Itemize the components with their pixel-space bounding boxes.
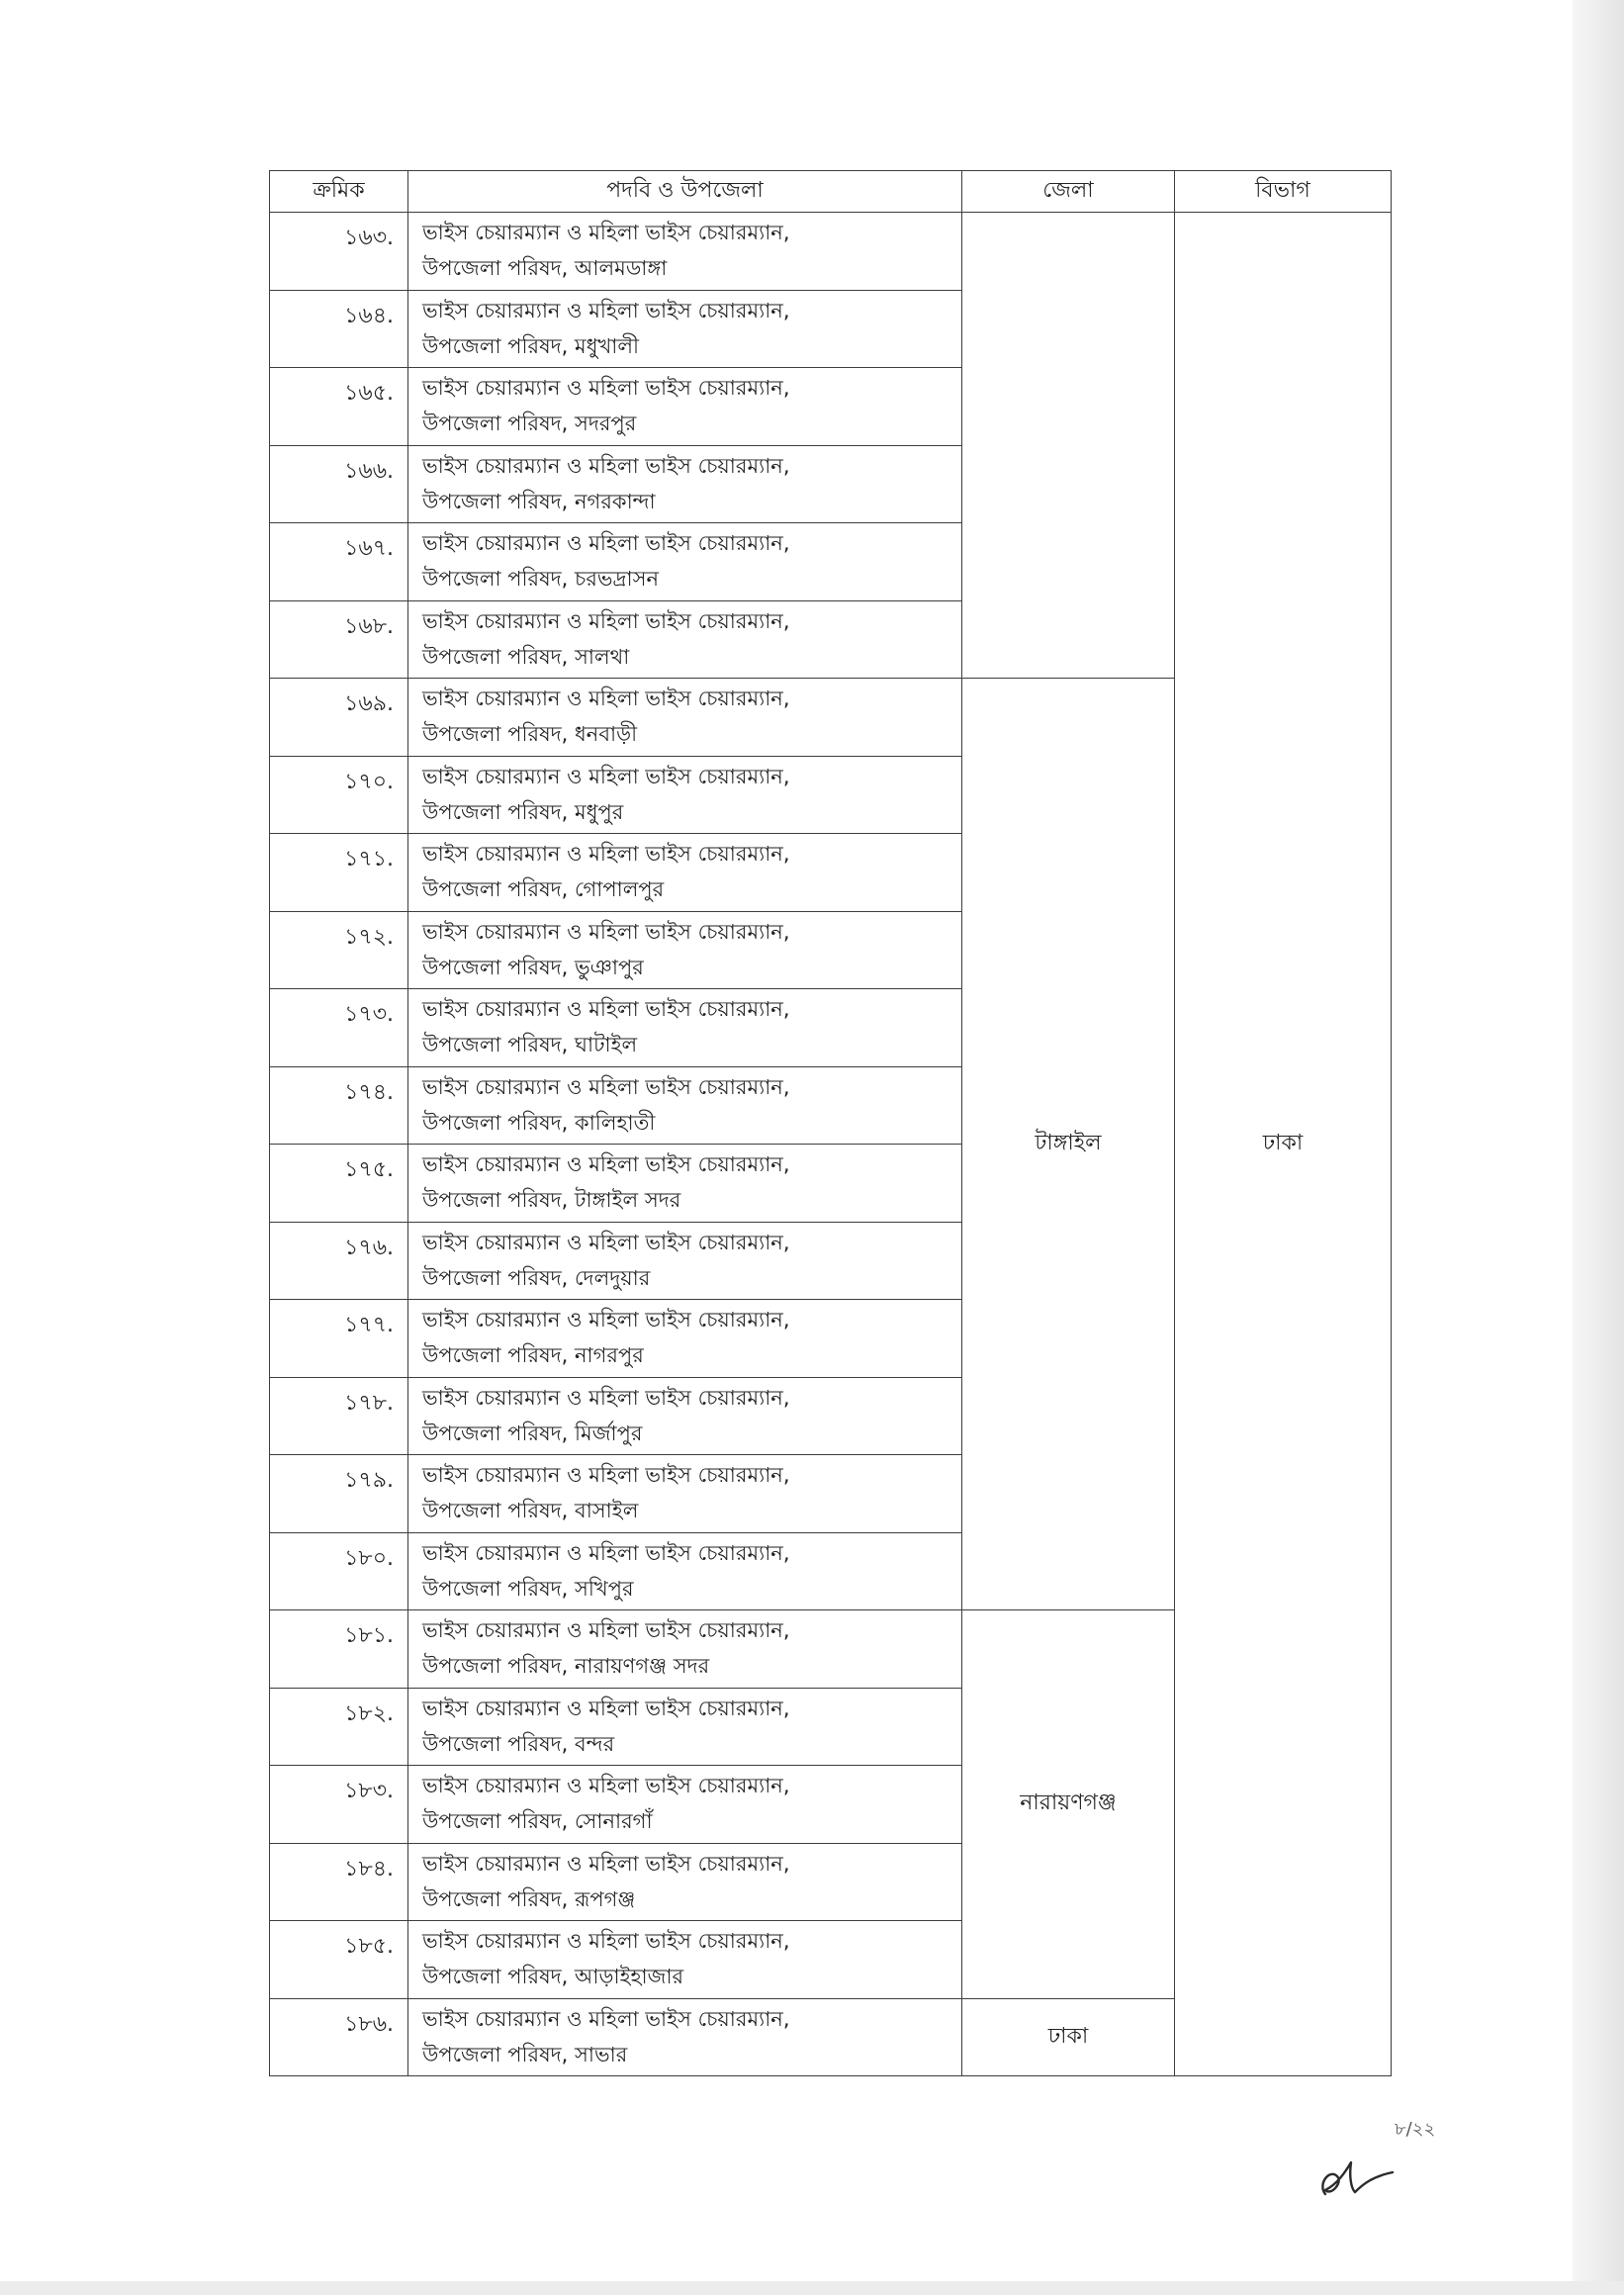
serial-cell: ১৬৫.: [270, 368, 408, 446]
post-title-line: ভাইস চেয়ারম্যান ও মহিলা ভাইস চেয়ারম্যান,: [422, 1074, 790, 1099]
serial-cell: ১৭০.: [270, 756, 408, 834]
post-upazila-cell: [408, 679, 962, 757]
upazila-line: উপজেলা পরিষদ, ধনবাড়ী: [422, 722, 638, 746]
post-title-line: ভাইস চেয়ারম্যান ও মহিলা ভাইস চেয়ারম্যান,: [422, 221, 790, 244]
post-upazila-cell: [408, 445, 962, 523]
serial-cell: ১৭২.: [270, 911, 408, 989]
serial-cell: ১৬৬.: [270, 445, 408, 523]
post-upazila-cell: [408, 989, 962, 1067]
post-upazila-cell: [408, 911, 962, 989]
division-cell: ঢাকা: [1175, 213, 1392, 2076]
serial-cell: ১৭৭.: [270, 1300, 408, 1378]
scan-bottom-edge: [0, 2281, 1624, 2295]
upazila-line: উপজেলা পরিষদ, আড়াইহাজার: [422, 1965, 684, 1988]
upazila-line: উপজেলা পরিষদ, মধুখালী: [422, 333, 639, 358]
post-upazila-cell: [408, 756, 962, 834]
post-upazila-cell: [408, 1066, 962, 1145]
post-title-line: ভাইস চেয়ারম্যান ও মহিলা ভাইস চেয়ারম্যান,: [422, 1851, 790, 1876]
upazila-line: উপজেলা পরিষদ, আলমডাঙ্গা: [422, 256, 668, 280]
serial-cell: ১৮৩.: [270, 1766, 408, 1844]
serial-cell: ১৬৭.: [270, 523, 408, 601]
post-upazila-cell: [408, 1532, 962, 1610]
post-title-line: ভাইস চেয়ারম্যান ও মহিলা ভাইস চেয়ারম্যান,: [422, 1385, 790, 1410]
post-title-line: ভাইস চেয়ারম্যান ও মহিলা ভাইস চেয়ারম্যান,: [422, 1230, 790, 1254]
serial-cell: ১৭৪.: [270, 1066, 408, 1145]
scan-page-edge: [1573, 0, 1624, 2295]
post-title-line: ভাইস চেয়ারম্যান ও মহিলা ভাইস চেয়ারম্যান,: [422, 376, 790, 400]
upazila-line: উপজেলা পরিষদ, গোপালপুর: [422, 877, 665, 901]
serial-cell: ১৭৮.: [270, 1377, 408, 1455]
table-row: [270, 213, 1392, 291]
upazila-line: উপজেলা পরিষদ, নারায়ণগঞ্জ সদর: [422, 1654, 710, 1678]
post-title-line: ভাইস চেয়ারম্যান ও মহিলা ভাইস চেয়ারম্যান,: [422, 687, 790, 710]
post-title-line: ভাইস চেয়ারম্যান ও মহিলা ভাইস চেয়ারম্যান,: [422, 1696, 790, 1720]
post-upazila-cell: [408, 600, 962, 679]
post-upazila-cell: [408, 1455, 962, 1533]
upazila-line: উপজেলা পরিষদ, দেলদুয়ার: [422, 1265, 651, 1290]
serial-cell: ১৮৪.: [270, 1843, 408, 1921]
upazila-line: উপজেলা পরিষদ, মির্জাপুর: [422, 1421, 643, 1445]
upazila-line: উপজেলা পরিষদ, নগরকান্দা: [422, 489, 656, 513]
upazila-post-table: [269, 170, 1392, 2076]
serial-cell: ১৬৯.: [270, 679, 408, 757]
upazila-line: উপজেলা পরিষদ, ঘাটাইল: [422, 1033, 638, 1056]
district-cell: টাঙ্গাইল: [962, 679, 1175, 1610]
serial-cell: ১৭৬.: [270, 1222, 408, 1300]
upazila-line: উপজেলা পরিষদ, মধুপুর: [422, 799, 624, 824]
upazila-line: উপজেলা পরিষদ, সালথা: [422, 644, 630, 669]
serial-cell: ১৮০.: [270, 1532, 408, 1610]
upazila-line: উপজেলা পরিষদ, ভুঞাপুর: [422, 955, 644, 979]
post-upazila-cell: [408, 1843, 962, 1921]
post-upazila-cell: [408, 1145, 962, 1223]
post-upazila-cell: [408, 368, 962, 446]
post-upazila-cell: [408, 1377, 962, 1455]
serial-cell: ১৭৫.: [270, 1145, 408, 1223]
table-header-row: [270, 171, 1392, 213]
upazila-line: উপজেলা পরিষদ, সখিপুর: [422, 1576, 634, 1601]
post-title-line: ভাইস চেয়ারম্যান ও মহিলা ভাইস চেয়ারম্যান,: [422, 997, 790, 1021]
district-cell: নারায়ণগঞ্জ: [962, 1610, 1175, 1999]
table-body: [270, 213, 1392, 2076]
post-title-line: ভাইস চেয়ারম্যান ও মহিলা ভাইস চেয়ারম্যান,: [422, 608, 790, 633]
serial-cell: ১৮১.: [270, 1610, 408, 1689]
post-upazila-cell: [408, 834, 962, 912]
serial-cell: ১৭১.: [270, 834, 408, 912]
upazila-line: উপজেলা পরিষদ, সদরপুর: [422, 412, 637, 435]
post-title-line: ভাইস চেয়ারম্যান ও মহিলা ভাইস চেয়ারম্যান,: [422, 1540, 790, 1565]
post-title-line: ভাইস চেয়ারম্যান ও মহিলা ভাইস চেয়ারম্যান,: [422, 453, 790, 478]
header-division: বিভাগ: [1175, 171, 1392, 213]
post-title-line: ভাইস চেয়ারম্যান ও মহিলা ভাইস চেয়ারম্যান,: [422, 1463, 790, 1487]
upazila-line: উপজেলা পরিষদ, রূপগঞ্জ: [422, 1886, 636, 1911]
serial-cell: ১৭৩.: [270, 989, 408, 1067]
post-upazila-cell: [408, 1688, 962, 1766]
upazila-line: উপজেলা পরিষদ, টাঙ্গাইল সদর: [422, 1188, 681, 1212]
upazila-line: উপজেলা পরিষদ, চরভদ্রাসন: [422, 567, 660, 591]
post-upazila-cell: [408, 213, 962, 291]
post-upazila-cell: [408, 1222, 962, 1300]
post-upazila-cell: [408, 1610, 962, 1689]
serial-cell: ১৬৩.: [270, 213, 408, 291]
serial-cell: ১৬৮.: [270, 600, 408, 679]
header-district: জেলা: [962, 171, 1175, 213]
header-post-and-upazila: পদবি ও উপজেলা: [408, 171, 962, 213]
post-title-line: ভাইস চেয়ারম্যান ও মহিলা ভাইস চেয়ারম্যান,: [422, 1152, 790, 1176]
post-upazila-cell: [408, 290, 962, 368]
post-upazila-cell: [408, 1921, 962, 1999]
signature-mark: [1311, 2155, 1397, 2206]
post-title-line: ভাইস চেয়ারম্যান ও মহিলা ভাইস চেয়ারম্যান,: [422, 1929, 790, 1953]
serial-cell: ১৭৯.: [270, 1455, 408, 1533]
serial-cell: ১৬৪.: [270, 290, 408, 368]
header-serial: ক্রমিক: [270, 171, 408, 213]
post-title-line: ভাইস চেয়ারম্যান ও মহিলা ভাইস চেয়ারম্যান,: [422, 531, 790, 555]
post-title-line: ভাইস চেয়ারম্যান ও মহিলা ভাইস চেয়ারম্যান,: [422, 1774, 790, 1797]
post-upazila-cell: [408, 1998, 962, 2076]
post-title-line: ভাইস চেয়ারম্যান ও মহিলা ভাইস চেয়ারম্যান,: [422, 842, 790, 866]
serial-cell: ১৮২.: [270, 1688, 408, 1766]
post-title-line: ভাইস চেয়ারম্যান ও মহিলা ভাইস চেয়ারম্যান,: [422, 919, 790, 944]
post-title-line: ভাইস চেয়ারম্যান ও মহিলা ভাইস চেয়ারম্যান,: [422, 1618, 790, 1642]
upazila-line: উপজেলা পরিষদ, সাভার: [422, 2042, 628, 2066]
post-title-line: ভাইস চেয়ারম্যান ও মহিলা ভাইস চেয়ারম্যান,: [422, 764, 790, 788]
district-cell: ঢাকা: [962, 1998, 1175, 2076]
district-cell: [962, 213, 1175, 679]
upazila-line: উপজেলা পরিষদ, সোনারগাঁ: [422, 1809, 653, 1833]
post-upazila-cell: [408, 1766, 962, 1844]
upazila-line: উপজেলা পরিষদ, বাসাইল: [422, 1499, 639, 1522]
table-header: [270, 171, 1392, 213]
post-title-line: ভাইস চেয়ারম্যান ও মহিলা ভাইস চেয়ারম্যান,: [422, 2006, 790, 2031]
post-upazila-cell: [408, 1300, 962, 1378]
upazila-line: উপজেলা পরিষদ, বন্দর: [422, 1731, 615, 1756]
serial-cell: ১৮৬.: [270, 1998, 408, 2076]
page-number: ৮/২২: [1395, 2119, 1436, 2140]
post-title-line: ভাইস চেয়ারম্যান ও মহিলা ভাইস চেয়ারম্যান,: [422, 298, 790, 322]
post-title-line: ভাইস চেয়ারম্যান ও মহিলা ভাইস চেয়ারম্যান,: [422, 1308, 790, 1331]
serial-cell: ১৮৫.: [270, 1921, 408, 1999]
upazila-line: উপজেলা পরিষদ, নাগরপুর: [422, 1343, 644, 1367]
upazila-line: উপজেলা পরিষদ, কালিহাতী: [422, 1110, 656, 1135]
post-upazila-cell: [408, 523, 962, 601]
